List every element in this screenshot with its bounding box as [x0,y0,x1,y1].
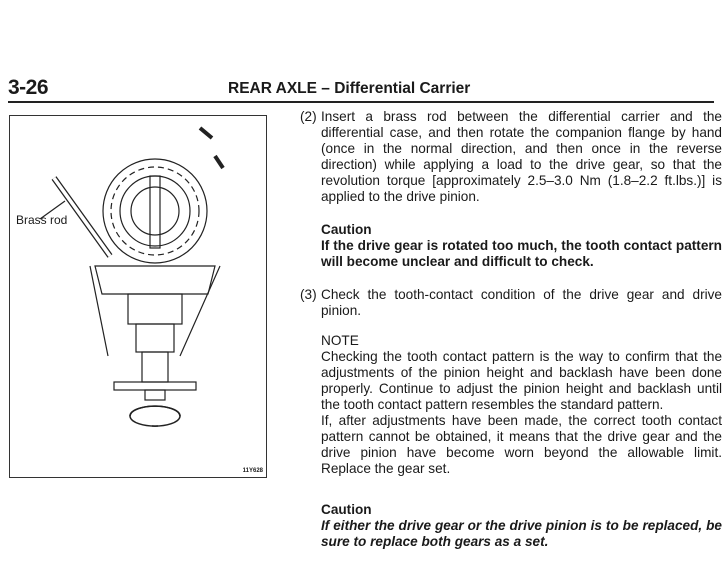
caution-2 [321,502,722,550]
figure-code: 11Y628 [242,468,263,474]
step-3 [300,287,722,319]
note-para-2: If, after adjustments have been made, the correct tooth contact pattern cannot be obtained, it means that the drive gear and the drive pinion have become worn beyond the allowable limit. Replace the gear set. [321,413,722,476]
caution-text: If the drive gear is rotated too much, the tooth contact pattern will become unclear and difficult to check. [321,238,722,269]
step-2 [300,109,722,205]
page-number: 3-26 [8,76,49,99]
caution-heading: Caution [321,502,372,517]
note-para-1: Checking the tooth contact pattern is the way to confirm that the adjustments of the pinion height and backlash have been done properly. Continue to adjust the pinion height and backlash until the tooth contact pattern resembles the standard pattern. [321,349,722,412]
differential-illustration [10,116,266,477]
step-number: (3) [300,287,317,302]
note-heading: NOTE [321,333,359,348]
figure-differential [9,115,267,478]
caution-heading: Caution [321,222,372,237]
caution-text: If either the drive gear or the drive pinion is to be replaced, be sure to replace both gears as a set. [321,518,722,549]
note [321,333,722,477]
figure-label-brass-rod: Brass rod [16,213,68,227]
step-number: (2) [300,109,317,124]
step-text: Insert a brass rod between the differential carrier and the differential case, and then rotate the companion flange by hand (once in the normal direction, and then once in the reverse direction) while applying a load to the drive gear, so that the revolution torque [approximately 2.5–3.0 Nm (1.8–2.2 ft.lbs.)] is applied to the drive pinion. [321,109,722,204]
caution-1 [321,222,722,270]
step-text: Check the tooth-contact condition of the drive gear and drive pinion. [321,287,722,318]
page-title: REAR AXLE – Differential Carrier [228,80,471,97]
header-rule [8,101,714,103]
